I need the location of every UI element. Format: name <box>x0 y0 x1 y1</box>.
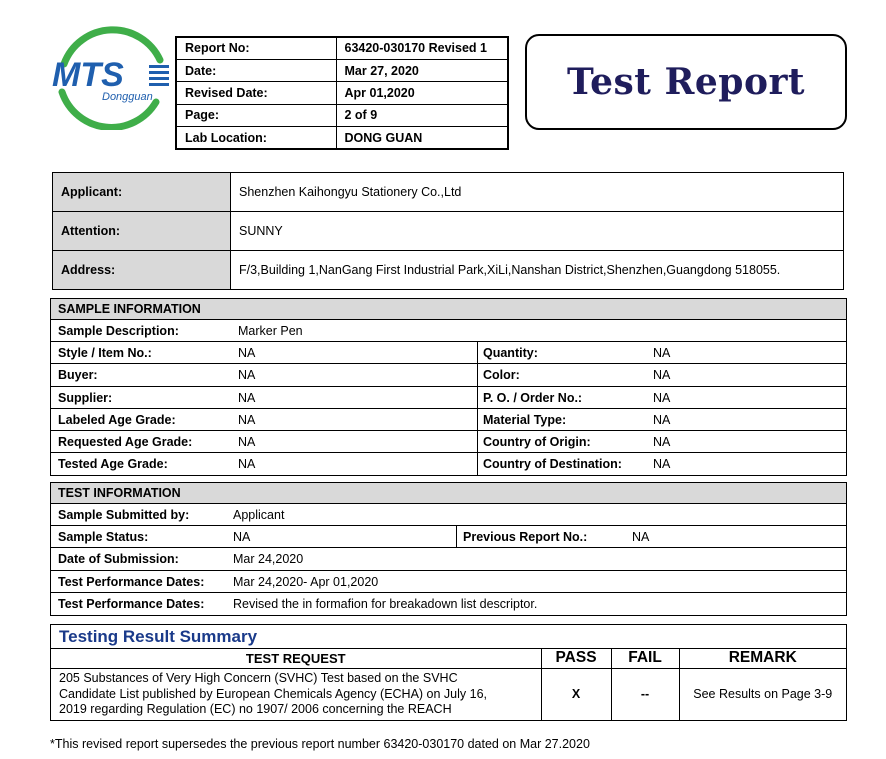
field-label: Test Performance Dates: <box>58 574 205 589</box>
page-title: Test Report <box>566 61 806 103</box>
date-of-submission-row <box>51 548 846 570</box>
applicant-label: Applicant: <box>53 173 231 212</box>
sample-information-section <box>50 298 847 476</box>
column-header-fail: FAIL <box>611 649 679 668</box>
report-info-label: Lab Location: <box>176 127 336 149</box>
test-information-section <box>50 482 847 616</box>
field-label: Style / Item No.: <box>58 346 152 361</box>
test-request-cell <box>51 668 541 720</box>
field-value: NA <box>238 434 256 449</box>
report-info-value: DONG GUAN <box>336 127 508 149</box>
field-value: NA <box>653 412 671 427</box>
field-label: Previous Report No.: <box>463 530 588 545</box>
field-value: NA <box>653 346 671 361</box>
mts-logo <box>50 24 174 130</box>
column-header-pass: PASS <box>541 649 611 668</box>
field-value: NA <box>653 368 671 383</box>
field-label: P. O. / Order No.: <box>483 390 583 405</box>
sample-status-row <box>51 526 846 548</box>
column-header-remark: REMARK <box>679 649 846 668</box>
sample-info-row <box>51 431 846 453</box>
sample-info-row <box>51 409 846 431</box>
field-value: NA <box>238 390 256 405</box>
field-value: NA <box>238 457 256 472</box>
field-label: Color: <box>483 368 520 383</box>
field-value: NA <box>653 434 671 449</box>
field-value: Revised the in formafion for breakadown list descriptor. <box>233 596 538 611</box>
field-value: NA <box>632 530 650 545</box>
field-label: Material Type: <box>483 412 567 427</box>
attention-label: Attention: <box>53 212 231 251</box>
address-value: F/3,Building 1,NanGang First Industrial Park,XiLi,Nanshan District,Shenzhen,Guangdong 518055. <box>231 251 844 290</box>
column-header-test-request: TEST REQUEST <box>51 649 541 668</box>
report-info-value: Apr 01,2020 <box>336 82 508 104</box>
performance-dates-row <box>51 571 846 593</box>
field-value: Mar 24,2020- Apr 01,2020 <box>233 574 379 589</box>
field-label: Country of Destination: <box>483 457 622 472</box>
report-info-label: Report No: <box>176 37 336 59</box>
remark-cell: See Results on Page 3-9 <box>693 687 833 702</box>
address-row <box>53 251 844 290</box>
report-info-label: Revised Date: <box>176 82 336 104</box>
sample-info-row <box>51 364 846 386</box>
title-box <box>525 34 847 130</box>
report-info-row <box>176 37 508 59</box>
footnote: *This revised report supersedes the previous report number 63420-030170 dated on Mar 27.2020 <box>50 737 590 751</box>
field-label: Quantity: <box>483 346 538 361</box>
address-label: Address: <box>53 251 231 290</box>
pass-cell: X <box>541 668 611 720</box>
field-value: NA <box>238 368 256 383</box>
report-info-row <box>176 82 508 104</box>
applicant-value: Shenzhen Kaihongyu Stationery Co.,Ltd <box>231 173 844 212</box>
field-value: NA <box>653 390 671 405</box>
report-info-value: 63420-030170 Revised 1 <box>336 37 508 59</box>
report-info-value: 2 of 9 <box>336 104 508 126</box>
field-value: NA <box>233 530 251 545</box>
field-value: Mar 24,2020 <box>233 552 304 567</box>
field-label: Buyer: <box>58 368 98 383</box>
field-value: NA <box>238 412 256 427</box>
sample-description-row <box>51 320 846 342</box>
sample-info-row <box>51 453 846 475</box>
report-info-row <box>176 104 508 126</box>
summary-title: Testing Result Summary <box>51 625 846 649</box>
field-value: NA <box>238 346 256 361</box>
attention-row <box>53 212 844 251</box>
report-info-value: Mar 27, 2020 <box>336 59 508 81</box>
submitted-by-row <box>51 504 846 526</box>
test-request-line: 205 Substances of Very High Concern (SVHC) Test based on the SVHC <box>59 671 458 685</box>
field-value: Marker Pen <box>238 324 303 338</box>
report-info-label: Date: <box>176 59 336 81</box>
performance-dates-row <box>51 593 846 615</box>
summary-row <box>51 668 846 720</box>
field-label: Requested Age Grade: <box>58 434 193 449</box>
report-info-label: Page: <box>176 104 336 126</box>
applicant-table <box>52 172 844 290</box>
field-label: Country of Origin: <box>483 434 591 449</box>
section-header: SAMPLE INFORMATION <box>51 299 846 320</box>
report-info-table <box>175 36 509 150</box>
logo-lines-icon <box>149 65 169 86</box>
field-label: Labeled Age Grade: <box>58 412 176 427</box>
logo-mark: MTS <box>52 56 124 94</box>
field-label: Date of Submission: <box>58 552 179 567</box>
testing-result-summary <box>50 624 847 721</box>
attention-value: SUNNY <box>231 212 844 251</box>
report-info-row <box>176 127 508 149</box>
field-label: Test Performance Dates: <box>58 596 205 611</box>
summary-header-row <box>51 649 846 668</box>
test-request-line: 2019 regarding Regulation (EC) no 1907/ 2006 concerning the REACH <box>59 702 452 716</box>
applicant-row <box>53 173 844 212</box>
field-label: Supplier: <box>58 390 113 405</box>
field-label: Sample Status: <box>58 530 149 545</box>
report-info-row <box>176 59 508 81</box>
section-header: TEST INFORMATION <box>51 483 846 504</box>
field-label: Sample Description: <box>58 324 179 338</box>
fail-cell: -- <box>611 668 679 720</box>
field-label: Tested Age Grade: <box>58 457 168 472</box>
field-value: NA <box>653 457 671 472</box>
field-label: Sample Submitted by: <box>58 508 190 522</box>
sample-info-row <box>51 387 846 409</box>
summary-table <box>51 649 846 720</box>
sample-info-row <box>51 342 846 364</box>
field-value: Applicant <box>233 508 285 522</box>
test-request-line: Candidate List published by European Chemicals Agency (ECHA) on July 16, <box>59 686 488 701</box>
logo-location: Dongguan <box>102 91 153 103</box>
